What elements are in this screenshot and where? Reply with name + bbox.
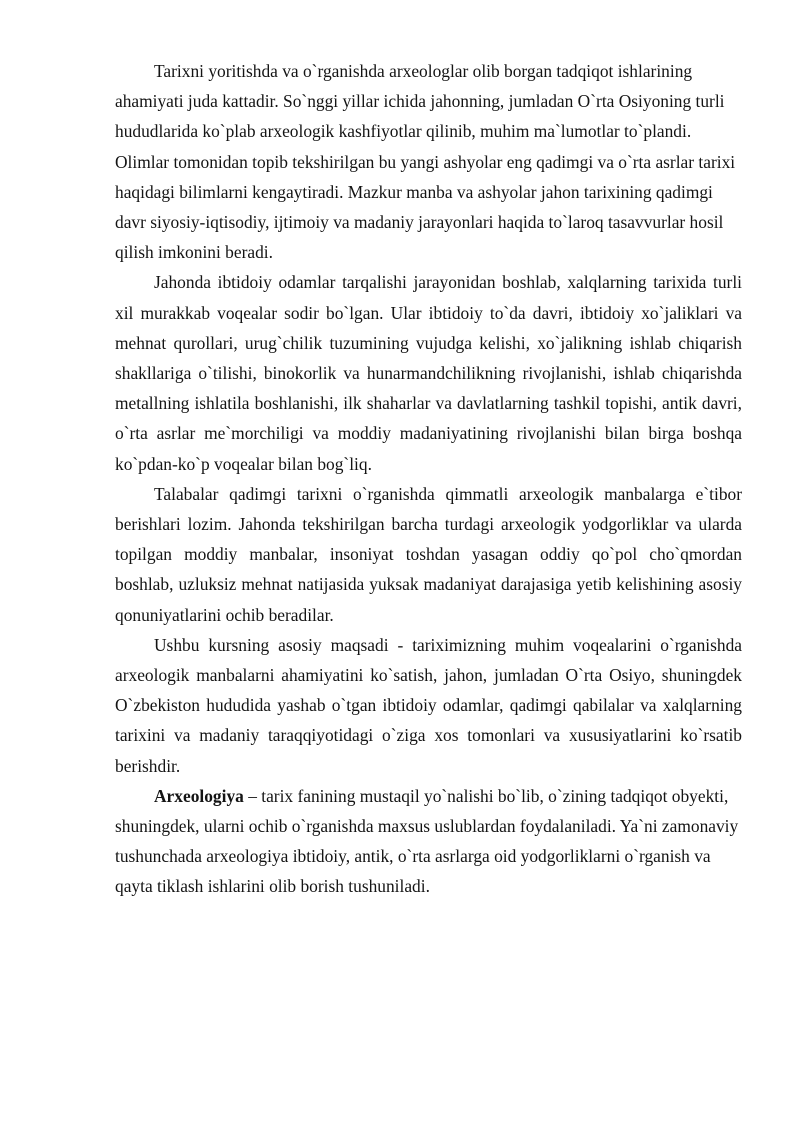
paragraph-students-sources <box>115 479 742 630</box>
definition-term: Arxeologiya <box>154 785 244 806</box>
paragraph-text: Ushbu kursning asosiy maqsadi - tariximizning muhim voqealarini o`rganishda arxeologik manbalarni ahamiyatini ko`satish, jahon, jumladan O`rta Osiyo, shuningdek O`zbekiston hududida yashab o`tgan ibtidoiy odamlar, qadimgi qabilalar va xalqlarning tarixini va madaniy taraqqiyotidagi o`ziga xos tomonlari va xususiyatlarini ko`rsatib berishdir. <box>115 634 742 776</box>
paragraph-archaeology-definition <box>115 781 742 902</box>
paragraph-archaeology-importance <box>115 56 742 267</box>
paragraph-text: Jahonda ibtidoiy odamlar tarqalishi jarayonidan boshlab, xalqlarning tarixida turli xil murakkab voqealar sodir bo`lgan. Ular ibtidoiy to`da davri, ibtidoiy xo`jaliklari va mehnat qurollari, urug`chilik tuzumining vujudga kelishi, xo`jalikning ishlab chiqarish shakllariga o`tilishi, binokorlik va hunarmandchilikning rivojlanishi, ishlab chiqarishda metallning ishlatila boshlanishi, ilk shaharlar va davlatlarning tashkil topishi, antik davri, o`rta asrlar me`morchiligi va moddiy madaniyatining rivojlanishi bilan birga boshqa ko`pdan-ko`p voqealar bilan bog`liq. <box>115 272 742 474</box>
paragraph-text: – tarix fanining mustaqil yo`nalishi bo`lib, o`zining tadqiqot obyekti, shuningdek, ularni ochib o`rganishda maxsus uslublardan foydalaniladi. Ya`ni zamonaviy tushunchada arxeologiya ibtidoiy, antik, o`rta asrlarga oid yodgorliklarni o`rganish va qayta tiklash ishlarini olib borish tushuniladi. <box>115 785 739 897</box>
paragraph-course-goal <box>115 630 742 781</box>
paragraph-text: Tarixni yoritishda va o`rganishda arxeologlar olib borgan tadqiqot ishlarining ahamiyati juda kattadir. So`nggi yillar ichida jahonning, jumladan O`rta Osiyoning turli hududlarida ko`plab arxeologik kashfiyotlar qilinib, muhim ma`lumotlar to`plandi. Olimlar tomonidan topib tekshirilgan bu yangi ashyolar eng qadimgi va o`rta asrlar tarixi haqidagi bilimlarni kengaytiradi. Mazkur manba va ashyolar jahon tarixining qadimgi davr siyosiy-iqtisodiy, ijtimoiy va madaniy jarayonlari haqida to`laroq tasavvurlar hosil qilish imkonini beradi. <box>115 61 736 263</box>
document-page <box>115 56 742 902</box>
paragraph-text: Talabalar qadimgi tarixni o`rganishda qimmatli arxeologik manbalarga e`tibor berishlari lozim. Jahonda tekshirilgan barcha turdagi arxeologik yodgorliklar va ularda topilgan moddiy manbalar, insoniyat toshdan yasagan oddiy qo`pol cho`qmordan boshlab, uzluksiz mehnat natijasida yuksak madaniyat darajasiga yetib kelishining asosiy qonuniyatlarini ochib beradilar. <box>115 483 742 625</box>
paragraph-historical-events <box>115 267 742 478</box>
